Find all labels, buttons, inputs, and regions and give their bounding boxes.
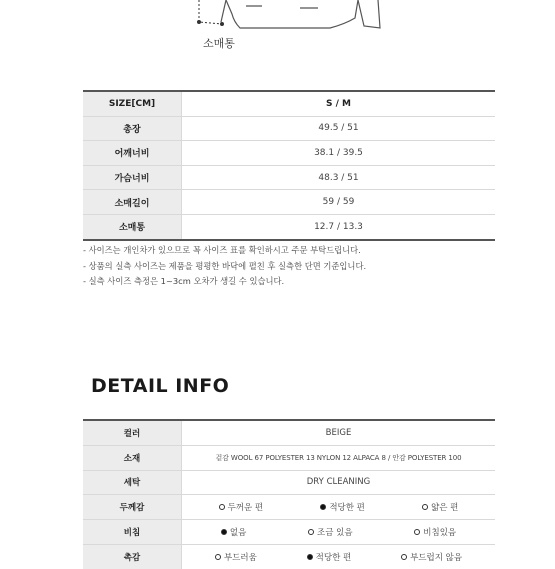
size-row-key: 총장 — [83, 116, 182, 141]
size-header-value: S / M — [182, 91, 496, 116]
size-row-value: 49.5 / 51 — [182, 116, 496, 141]
size-row-key: 소매통 — [83, 214, 182, 239]
table-row — [83, 214, 495, 239]
option-item — [215, 551, 257, 563]
detail-key-sheer: 비침 — [83, 520, 182, 545]
detail-key-wash: 세탁 — [83, 470, 182, 495]
radio-empty-icon — [308, 529, 314, 535]
note-line: - 상품의 실측 사이즈는 제품을 평평한 바닥에 펼친 후 실측한 단면 기준입니다. — [83, 260, 367, 271]
size-row-key: 가슴너비 — [83, 165, 182, 190]
table-row — [83, 420, 495, 445]
option-label: 부드럽지 않음 — [410, 552, 463, 563]
option-item — [320, 501, 365, 513]
option-label: 두꺼운 편 — [227, 503, 264, 514]
thickness-options — [182, 501, 495, 513]
option-label: 얇은 편 — [431, 503, 459, 514]
option-item — [422, 501, 458, 513]
detail-value-color: BEIGE — [182, 420, 496, 445]
option-item — [307, 551, 352, 563]
table-row — [83, 141, 495, 166]
size-header-key: SIZE[CM] — [83, 91, 182, 116]
table-row — [83, 116, 495, 141]
option-label: 적당한 편 — [329, 503, 365, 514]
radio-empty-icon — [219, 504, 225, 510]
radio-empty-icon — [414, 529, 420, 535]
option-label: 적당한 편 — [315, 552, 352, 563]
sheer-options — [182, 526, 495, 538]
option-label: 조금 있음 — [317, 528, 353, 539]
radio-filled-icon — [320, 504, 326, 510]
table-row — [83, 544, 495, 568]
detail-info-title: DETAIL INFO — [91, 375, 230, 397]
detail-key-thickness: 두께감 — [83, 495, 182, 520]
option-item — [219, 501, 264, 513]
option-item — [308, 526, 353, 538]
detail-value-wash: DRY CLEANING — [182, 470, 496, 495]
option-label: 부드러움 — [223, 552, 257, 563]
detail-key-color: 컬러 — [83, 420, 182, 445]
size-row-key: 소매길이 — [83, 190, 182, 215]
size-row-value: 48.3 / 51 — [182, 165, 496, 190]
radio-filled-icon — [221, 529, 227, 535]
table-row — [83, 165, 495, 190]
radio-empty-icon — [422, 504, 428, 510]
table-row — [83, 470, 495, 495]
table-row — [83, 190, 495, 215]
last-options — [182, 551, 495, 563]
table-row — [83, 445, 495, 470]
size-row-value: 38.1 / 39.5 — [182, 141, 496, 166]
option-item — [401, 551, 462, 563]
size-row-value: 12.7 / 13.3 — [182, 214, 496, 239]
detail-key-material: 소재 — [83, 445, 182, 470]
table-row — [83, 495, 495, 520]
garment-diagram — [0, 0, 555, 60]
sleeve-width-label: 소매통 — [203, 37, 235, 50]
detail-key-last: 촉감 — [83, 544, 182, 568]
note-line: - 사이즈는 개인차가 있으므로 꼭 사이즈 표를 확인하시고 주문 부탁드립니다. — [83, 245, 361, 255]
size-row-value: 59 / 59 — [182, 190, 496, 215]
detail-value-material: 겉감 WOOL 67 POLYESTER 13 NYLON 12 ALPACA 8 / 안감 POLYESTER 100 — [182, 445, 496, 470]
option-label: 비침있음 — [423, 528, 457, 539]
option-label: 없음 — [229, 528, 247, 539]
detail-table — [83, 419, 495, 569]
option-item — [414, 526, 456, 538]
size-notes — [83, 243, 366, 290]
option-item — [221, 526, 246, 538]
size-table — [83, 90, 495, 241]
note-line: - 실측 사이즈 측정은 1~3cm 오차가 생길 수 있습니다. — [83, 276, 285, 286]
size-table-header — [83, 91, 495, 116]
size-row-key: 어깨너비 — [83, 141, 182, 166]
table-row — [83, 520, 495, 545]
